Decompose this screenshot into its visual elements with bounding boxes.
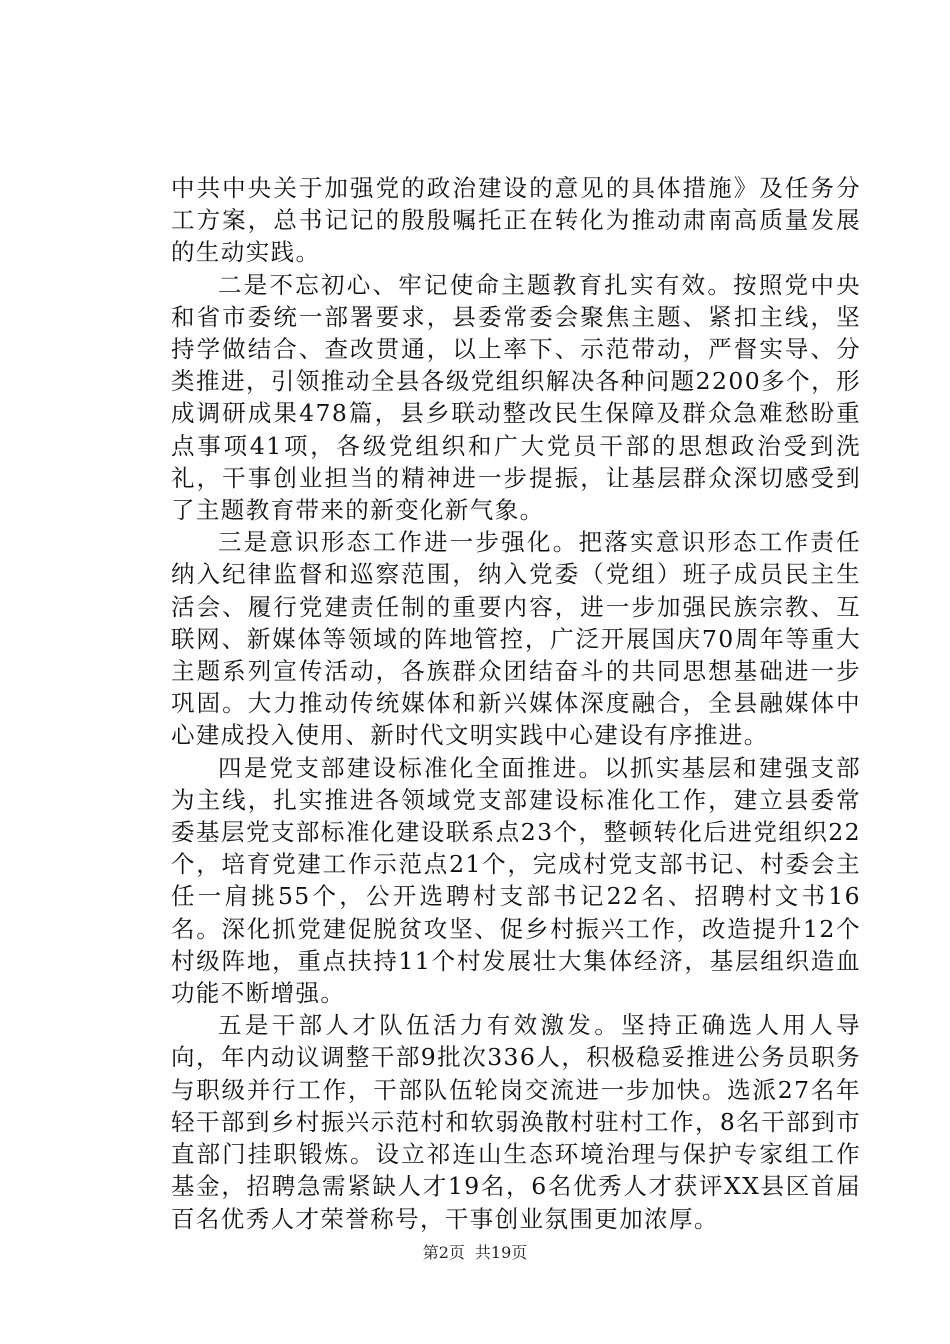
page-number-total: 共19页 — [474, 1243, 528, 1262]
paragraph-ideology-work: 三是意识形态工作进一步强化。把落实意识形态工作责任纳入纪律监督和巡察范围，纳入党委（党组）班子成员民主生活会、履行党建责任制的重要内容，进一步加强民族宗教、互联网、新媒体等领域的阵地管控，广泛开展国庆70周年等重大主题系列宣传活动，各族群众团结奋斗的共同思想基础进一步巩固。大力推动传统媒体和新兴媒体深度融合，全县融媒体中心建成投入使用、新时代文明实践中心建设有序推进。 — [171, 528, 861, 750]
page-footer — [0, 1243, 950, 1263]
paragraph-cadre-talent: 五是干部人才队伍活力有效激发。坚持正确选人用人导向，年内动议调整干部9批次336人，积极稳妥推进公务员职务与职级并行工作，干部队伍轮岗交流进一步加快。选派27名年轻干部到乡村振兴示范村和软弱涣散村驻村工作，8名干部到市直部门挂职锻炼。设立祁连山生态环境治理与保护专家组工作基金，招聘急需紧缺人才19名，6名优秀人才获评XX县区首届百名优秀人才荣誉称号，干事创业氛围更加浓厚。 — [171, 1011, 861, 1233]
paragraph-theme-education: 二是不忘初心、牢记使命主题教育扎实有效。按照党中央和省市委统一部署要求，县委常委会聚焦主题、紧扣主线，坚持学做结合、查改贯通，以上率下、示范带动，严督实导、分类推进，引领推动全县各级党组织解决各种问题2200多个，形成调研成果478篇，县乡联动整改民生保障及群众急难愁盼重点事项41项，各级党组织和广大党员干部的思想政治受到洗礼，干事创业担当的精神进一步提振，让基层群众深切感受到了主题教育带来的新变化新气象。 — [171, 270, 861, 525]
page-number-current: 第2页 — [422, 1243, 465, 1262]
paragraph-continuation: 中共中央关于加强党的政治建设的意见的具体措施》及任务分工方案，总书记记的殷殷嘱托正在转化为推动肃南高质量发展的生动实践。 — [171, 174, 861, 267]
paragraph-party-branch: 四是党支部建设标准化全面推进。以抓实基层和建强支部为主线，扎实推进各领域党支部建设标准化工作，建立县委常委基层党支部标准化建设联系点23个，整顿转化后进党组织22个，培育党建工作示范点21个，完成村党支部书记、村委会主任一肩挑55个，公开选聘村支部书记22名、招聘村文书16名。深化抓党建促脱贫攻坚、促乡村振兴工作，改造提升12个村级阵地，重点扶持11个村发展壮大集体经济，基层组织造血功能不断增强。 — [171, 753, 861, 1008]
document-body — [171, 172, 861, 1235]
